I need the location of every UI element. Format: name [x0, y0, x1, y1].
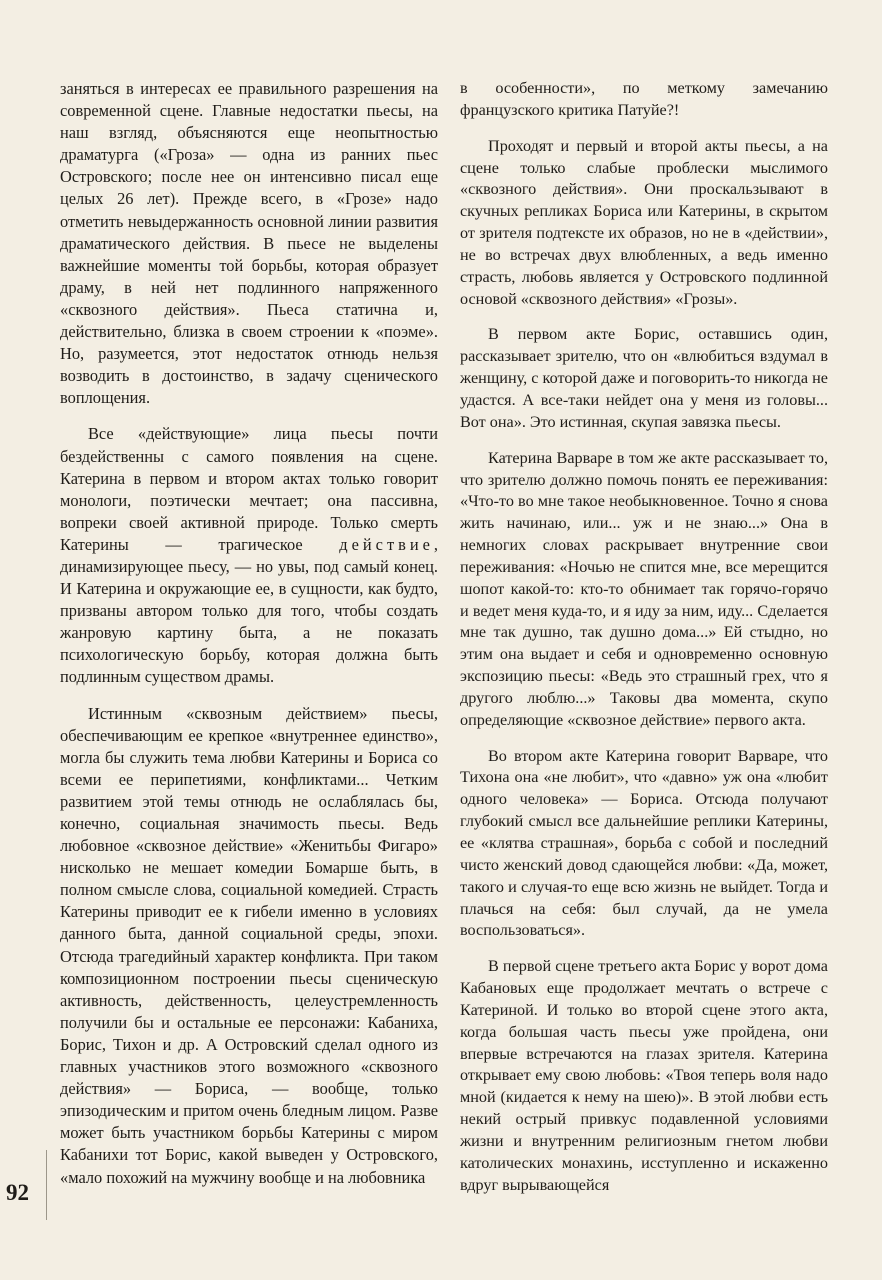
paragraph: заняться в интересах ее правильного разрешения на современной сцене. Главные недостатки пьесы, на наш взгляд, объясняются еще неопытностью драматурга («Гроза» — одна из ранних пьес Островского; после нее он интенсивно писал еще целых 26 лет). Прежде всего, в «Грозе» надо отметить невыдержанность основной линии развития драматического действия. В пьесе не выделены важнейшие моменты той борьбы, которая образует драму, в ней нет подлинного напряженного «сквозного действия». Пьеса статична и, действительно, близка в своем строении к «поэме». Но, разумеется, этот недостаток отнюдь нельзя возводить в достоинство, в задачу сценического воплощения. [60, 79, 438, 408]
paragraph: Катерина Варваре в том же акте рассказывает то, что зрителю должно помочь понять ее переживания: «Что-то во мне такое необыкновенное. Точно я снова жить начинаю, или... уж и не знаю...» Она в немногих словах раскрывает внутренние свои переживания: «Ночью не спится мне, все мерещится шопот какой-то: кто-то обнимает так горячо-горячо и ведет меня куда-то, и я иду за ним, иду... Сделается мне так душно, так душно дома...» Ей стыдно, но этим она выдает и себя и одновременно основную экспозицию пьесы: «Ведь это страшный грех, что я другого люблю...» Таковы два момента, скупо определяющие «сквозное действие» первого акта. [460, 448, 828, 729]
right-column [460, 78, 828, 1211]
paragraph: Истинным «сквозным действием» пьесы, обеспечивающим ее крепкое «внутреннее единство», могла бы служить тема любви Катерины и Бориса со всеми ее перипетиями, конфликтами... Четким развитием этой темы отнюдь не ослаблялась бы, конечно, социальная значимость пьесы. Ведь любовное «сквозное действие» «Женитьбы Фигаро» нисколько не мешает комедии Бомарше быть, в полном смысле слова, социальной комедией. Страсть Катерины приводит ее к гибели именно в условиях данного быта, данной социальной среды, эпохи. Отсюда трагедийный характер конфликта. При таком композиционном построении пьесы сценическую активность, действенность, целеустремленность получили бы и остальные ее персонажи: Кабаниха, Борис, Тихон и др. А Островский сделал одного из главных участников этого возможного «сквозного действия» — Бориса, — вообще, только эпизодическим и притом очень бледным лицом. Разве может быть участником борьбы Катерины с миром Кабанихи тот Борис, какой выведен у Островского, «мало похожий на мужчину вообще и на любовника [60, 703, 438, 1187]
paragraph [60, 423, 438, 688]
paragraph: В первой сцене третьего акта Борис у ворот дома Кабановых еще продолжает мечтать о встрече с Катериной. И только во второй сцене этого акта, когда большая часть пьесы уже пройдена, они впервые встречаются на глазах зрителя. Катерина открывает ему свою любовь: «Твоя теперь воля надо мной (кидается к нему на шею)». В этой любви есть некий острый привкус подавленной условиями жизни и внутренним религиозным гнетом любви католических монахинь, исступленно и искаженно вдруг вырывающейся [460, 957, 828, 1194]
paragraph: Проходят и первый и второй акты пьесы, а на сцене только слабые проблески мыслимого «сквозного действия». Они проскальзывают в скучных репликах Бориса или Катерины, в скрытом от зрителя подтексте их образов, но не в «действии», не во встречах двух влюбленных, а ведь именно страсть, любовь является у Островского подлинной основой «сквозного действия» «Грозы». [460, 136, 828, 308]
text-run: Все «действующие» лица пьесы почти бездейственны с самого появления на сцене. Катерина в первом и втором актах только говорит монологи, поэтически мечтает; она пассивна, вопреки своей активной природе. Только смерть Катерины — трагическое [60, 424, 438, 554]
left-column [60, 78, 438, 1203]
paragraph: В первом акте Борис, оставшись один, рассказывает зрителю, что он «влюбиться вздумал в женщину, с которой даже и поговорить-то никогда не удастся. А все-таки нейдет она у меня из головы... Вот она». Это истинная, скупая завязка пьесы. [460, 325, 828, 431]
paragraph: Во втором акте Катерина говорит Варваре, что Тихона она «не любит», что «давно» уж она «любит одного человека» — Бориса. Отсюда получают глубокий смысл все дальнейшие реплики Катерины, ее «клятва страшная», борьба с собой и последний чисто женский довод сдающейся любви: «Да, может, такого и случая-то еще всю жизнь не выйдет. Тогда и плачься на себя: был случай, да не умела воспользоваться». [460, 746, 828, 940]
page-number: 92 [6, 1180, 29, 1205]
margin-rule [46, 1150, 47, 1220]
spaced-emphasis: действие [339, 534, 434, 554]
text-run: , динамизирующее пьесу, — но увы, под самый конец. И Катерина и окружающие ее, в сущности, как будто, призваны автором только для того, чтобы создать жанровую картину быта, а не показать психологическую борьбу, которая должна быть подлинным существом драмы. [60, 534, 438, 687]
paragraph: в особенности», по меткому замечанию французского критика Патуйе?! [460, 79, 828, 119]
